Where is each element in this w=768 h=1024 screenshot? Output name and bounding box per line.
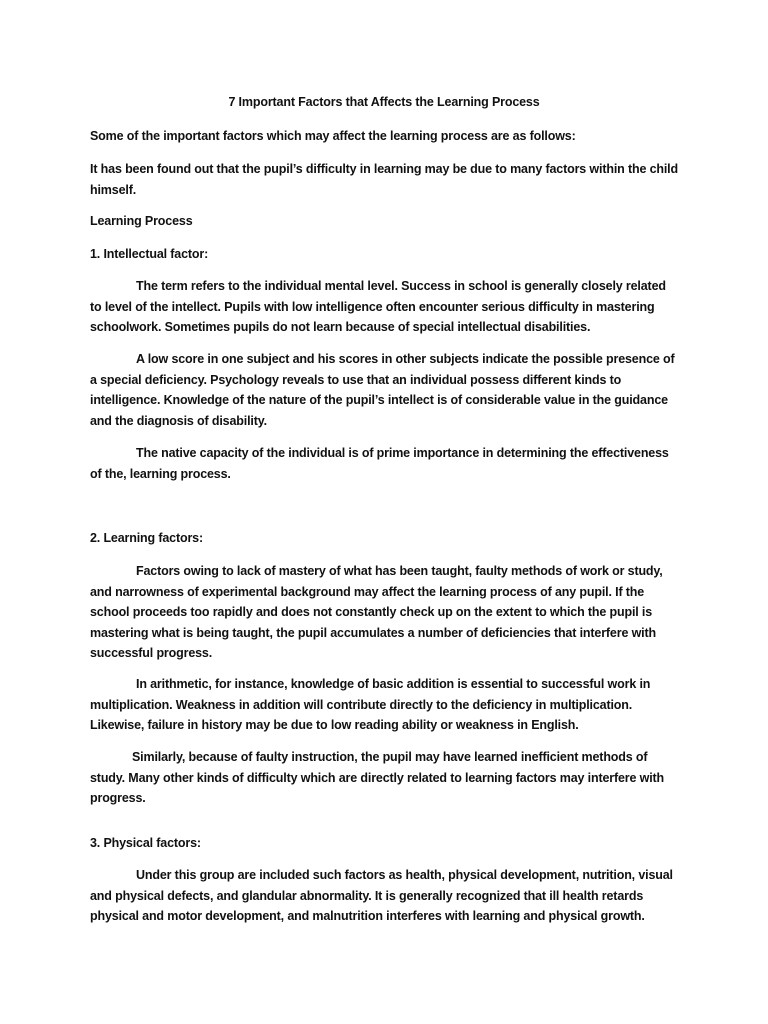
section-2-paragraph-3: Similarly, because of faulty instruction, the pupil may have learned inefficient methods of study. Many other kinds of difficulty which are directly related to learning factors may interfere with progress. — [90, 750, 665, 805]
section-3-paragraph-1: Under this group are included such factors as health, physical development, nutrition, visual and physical defects, and glandular abnormality. It is generally recognized that ill health retards physical and motor development, and malnutrition interferes with learning and physical growth. — [90, 868, 673, 923]
section-1-paragraph-2: A low score in one subject and his scores in other subjects indicate the possible presence of a special deficiency. Psychology reveals to use that an individual possess different kinds to intelligence. Knowledge of the nature of the pupil’s intellect is of considerable value in the guidance and the diagnosis of disability. — [90, 352, 675, 428]
section-1-paragraph-1: The term refers to the individual mental level. Success in school is generally closely related to level of the intellect. Pupils with low intelligence often encounter serious difficulty in mastering schoolwork. Sometimes pupils do not learn because of special intellectual disabilities. — [90, 279, 666, 334]
intro-paragraph-2: It has been found out that the pupil’s difficulty in learning may be due to many factors within the child himself. — [90, 162, 678, 197]
section-heading-physical: 3. Physical factors: — [90, 836, 201, 850]
intro-paragraph: Some of the important factors which may affect the learning process are as follows: — [90, 129, 576, 143]
section-heading-intellectual: 1. Intellectual factor: — [90, 247, 209, 261]
subheading-learning-process: Learning Process — [90, 214, 193, 228]
section-2-paragraph-2: In arithmetic, for instance, knowledge of basic addition is essential to successful work in multiplication. Weakness in addition will contribute directly to the deficiency in multiplication. Likewise, failure in history may be due to low reading ability or weakness in English. — [90, 677, 651, 732]
section-1-paragraph-3: The native capacity of the individual is of prime importance in determining the effectiveness of the, learning process. — [90, 446, 669, 481]
section-heading-learning: 2. Learning factors: — [90, 531, 203, 545]
section-2-paragraph-1: Factors owing to lack of mastery of what has been taught, faulty methods of work or study, and narrowness of experimental background may affect the learning process of any pupil. If the school proceeds too rapidly and does not constantly check up on the extent to which the pupil is mastering what is being taught, the pupil accumulates a number of deficiencies that interfere with successful progress. — [90, 564, 663, 660]
document-title: 7 Important Factors that Affects the Learning Process — [228, 95, 540, 109]
